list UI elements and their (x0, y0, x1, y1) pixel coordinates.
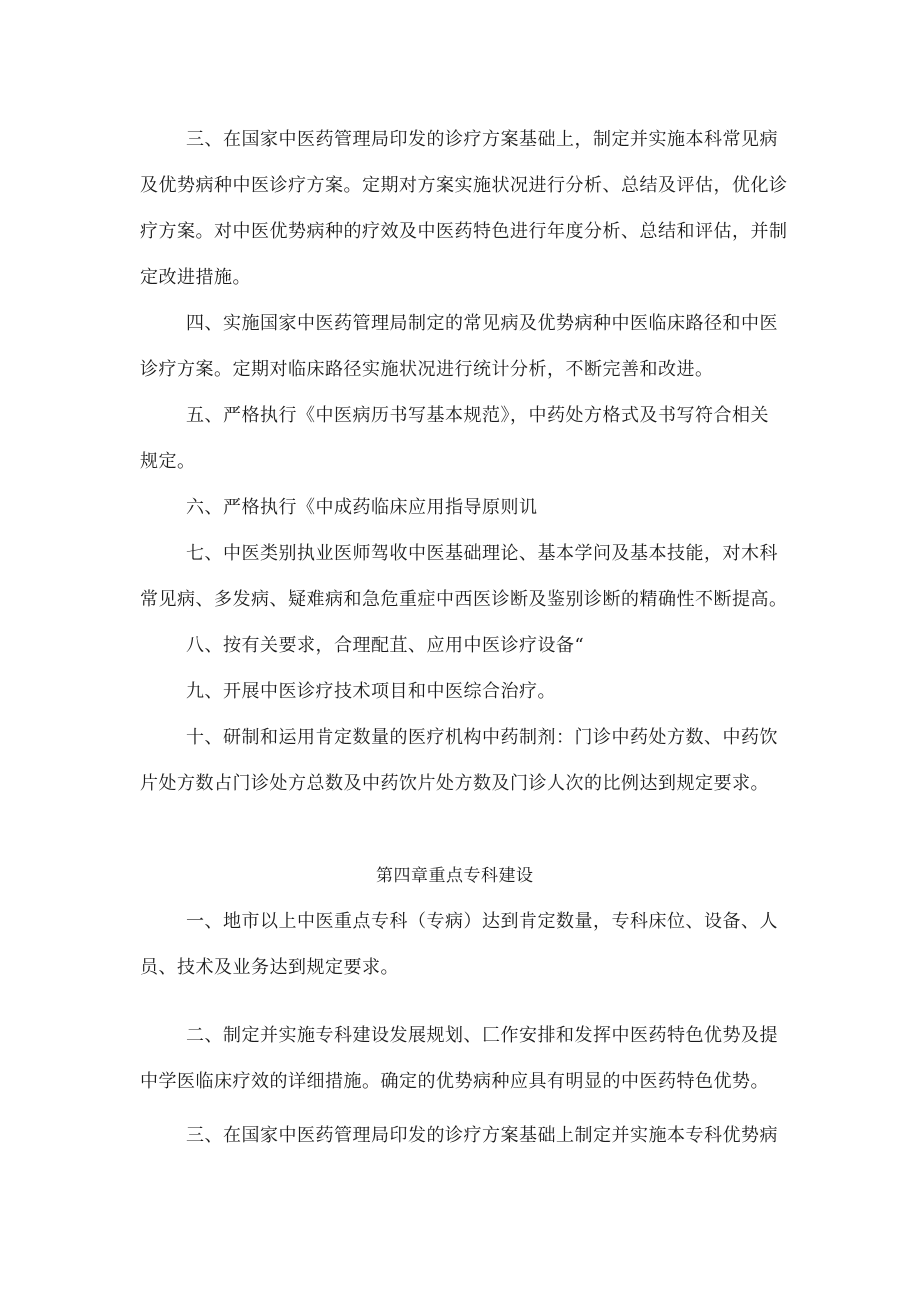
chapter-paragraph-2-line-1: 二、制定并实施专科建设发展规划、匚作安排和发挥中医药特色优势及提 (186, 1025, 778, 1046)
paragraph-3-line-2: 及优势病种中医诊疗方案。定期对方案实施状况进行分析、总结及评估，优化诊 (140, 175, 788, 196)
paragraph-3-line-4: 定改进措施。 (140, 267, 251, 288)
chapter-heading: 第四章重点专科建设 (376, 866, 534, 886)
paragraph-3-line-1: 三、在国家中医药管理局印发的诊疗方案基础上，制定并实施本科常见病 (186, 129, 778, 150)
paragraph-10-line-2: 片处方数占门诊处方总数及中药饮片处方数及门诊人次的比例达到规定要求。 (140, 773, 769, 794)
paragraph-10-line-1: 十、研制和运用肯定数量的医疗机构中药制剂：门诊中药处方数、中药饮 (186, 727, 778, 748)
paragraph-7-line-2: 常见病、多发病、疑难病和急危重症中西医诊断及鉴别诊断的精确性不断提高。 (140, 589, 788, 610)
paragraph-3-line-3: 疗方案。对中医优势病种的疗效及中医药特色进行年度分析、总结和评估，并制 (140, 221, 788, 242)
paragraph-6-line-1: 六、严格执行《中成药临床应用指导原则讥 (186, 497, 538, 518)
paragraph-7-line-1: 七、中医类别执业医师驾收中医基础理论、基本学问及基本技能，对木科 (186, 543, 778, 564)
chapter-paragraph-1-line-2: 员、技术及业务达到规定要求。 (140, 957, 399, 978)
chapter-paragraph-2-line-2: 中学医临床疗效的详细措施。确定的优势病种应具有明显的中医药特色优势。 (140, 1071, 769, 1092)
paragraph-4-line-1: 四、实施国家中医药管理局制定的常见病及优势病种中医临床路径和中医 (186, 313, 778, 334)
chapter-paragraph-1-line-1: 一、地市以上中医重点专科（专病）达到肯定数量，专科床位、设备、人 (186, 911, 778, 932)
paragraph-5-line-2: 规定。 (140, 451, 196, 472)
paragraph-5-line-1: 五、严格执行《中医病历书写基本规范》，中药处方格式及书写符合相关 (186, 405, 769, 426)
chapter-paragraph-3-line-1: 三、在国家中医药管理局印发的诊疗方案基础上制定并实施本专科优势病 (186, 1125, 778, 1146)
paragraph-9-line-1: 九、开展中医诊疗技术项目和中医综合治疗。 (186, 681, 556, 702)
paragraph-8-line-1: 八、按有关要求，合理配苴、应用中医诊疗设备“ (186, 635, 585, 656)
paragraph-4-line-2: 诊疗方案。定期对临床路径实施状况进行统计分析，不断完善和改进。 (140, 359, 714, 380)
